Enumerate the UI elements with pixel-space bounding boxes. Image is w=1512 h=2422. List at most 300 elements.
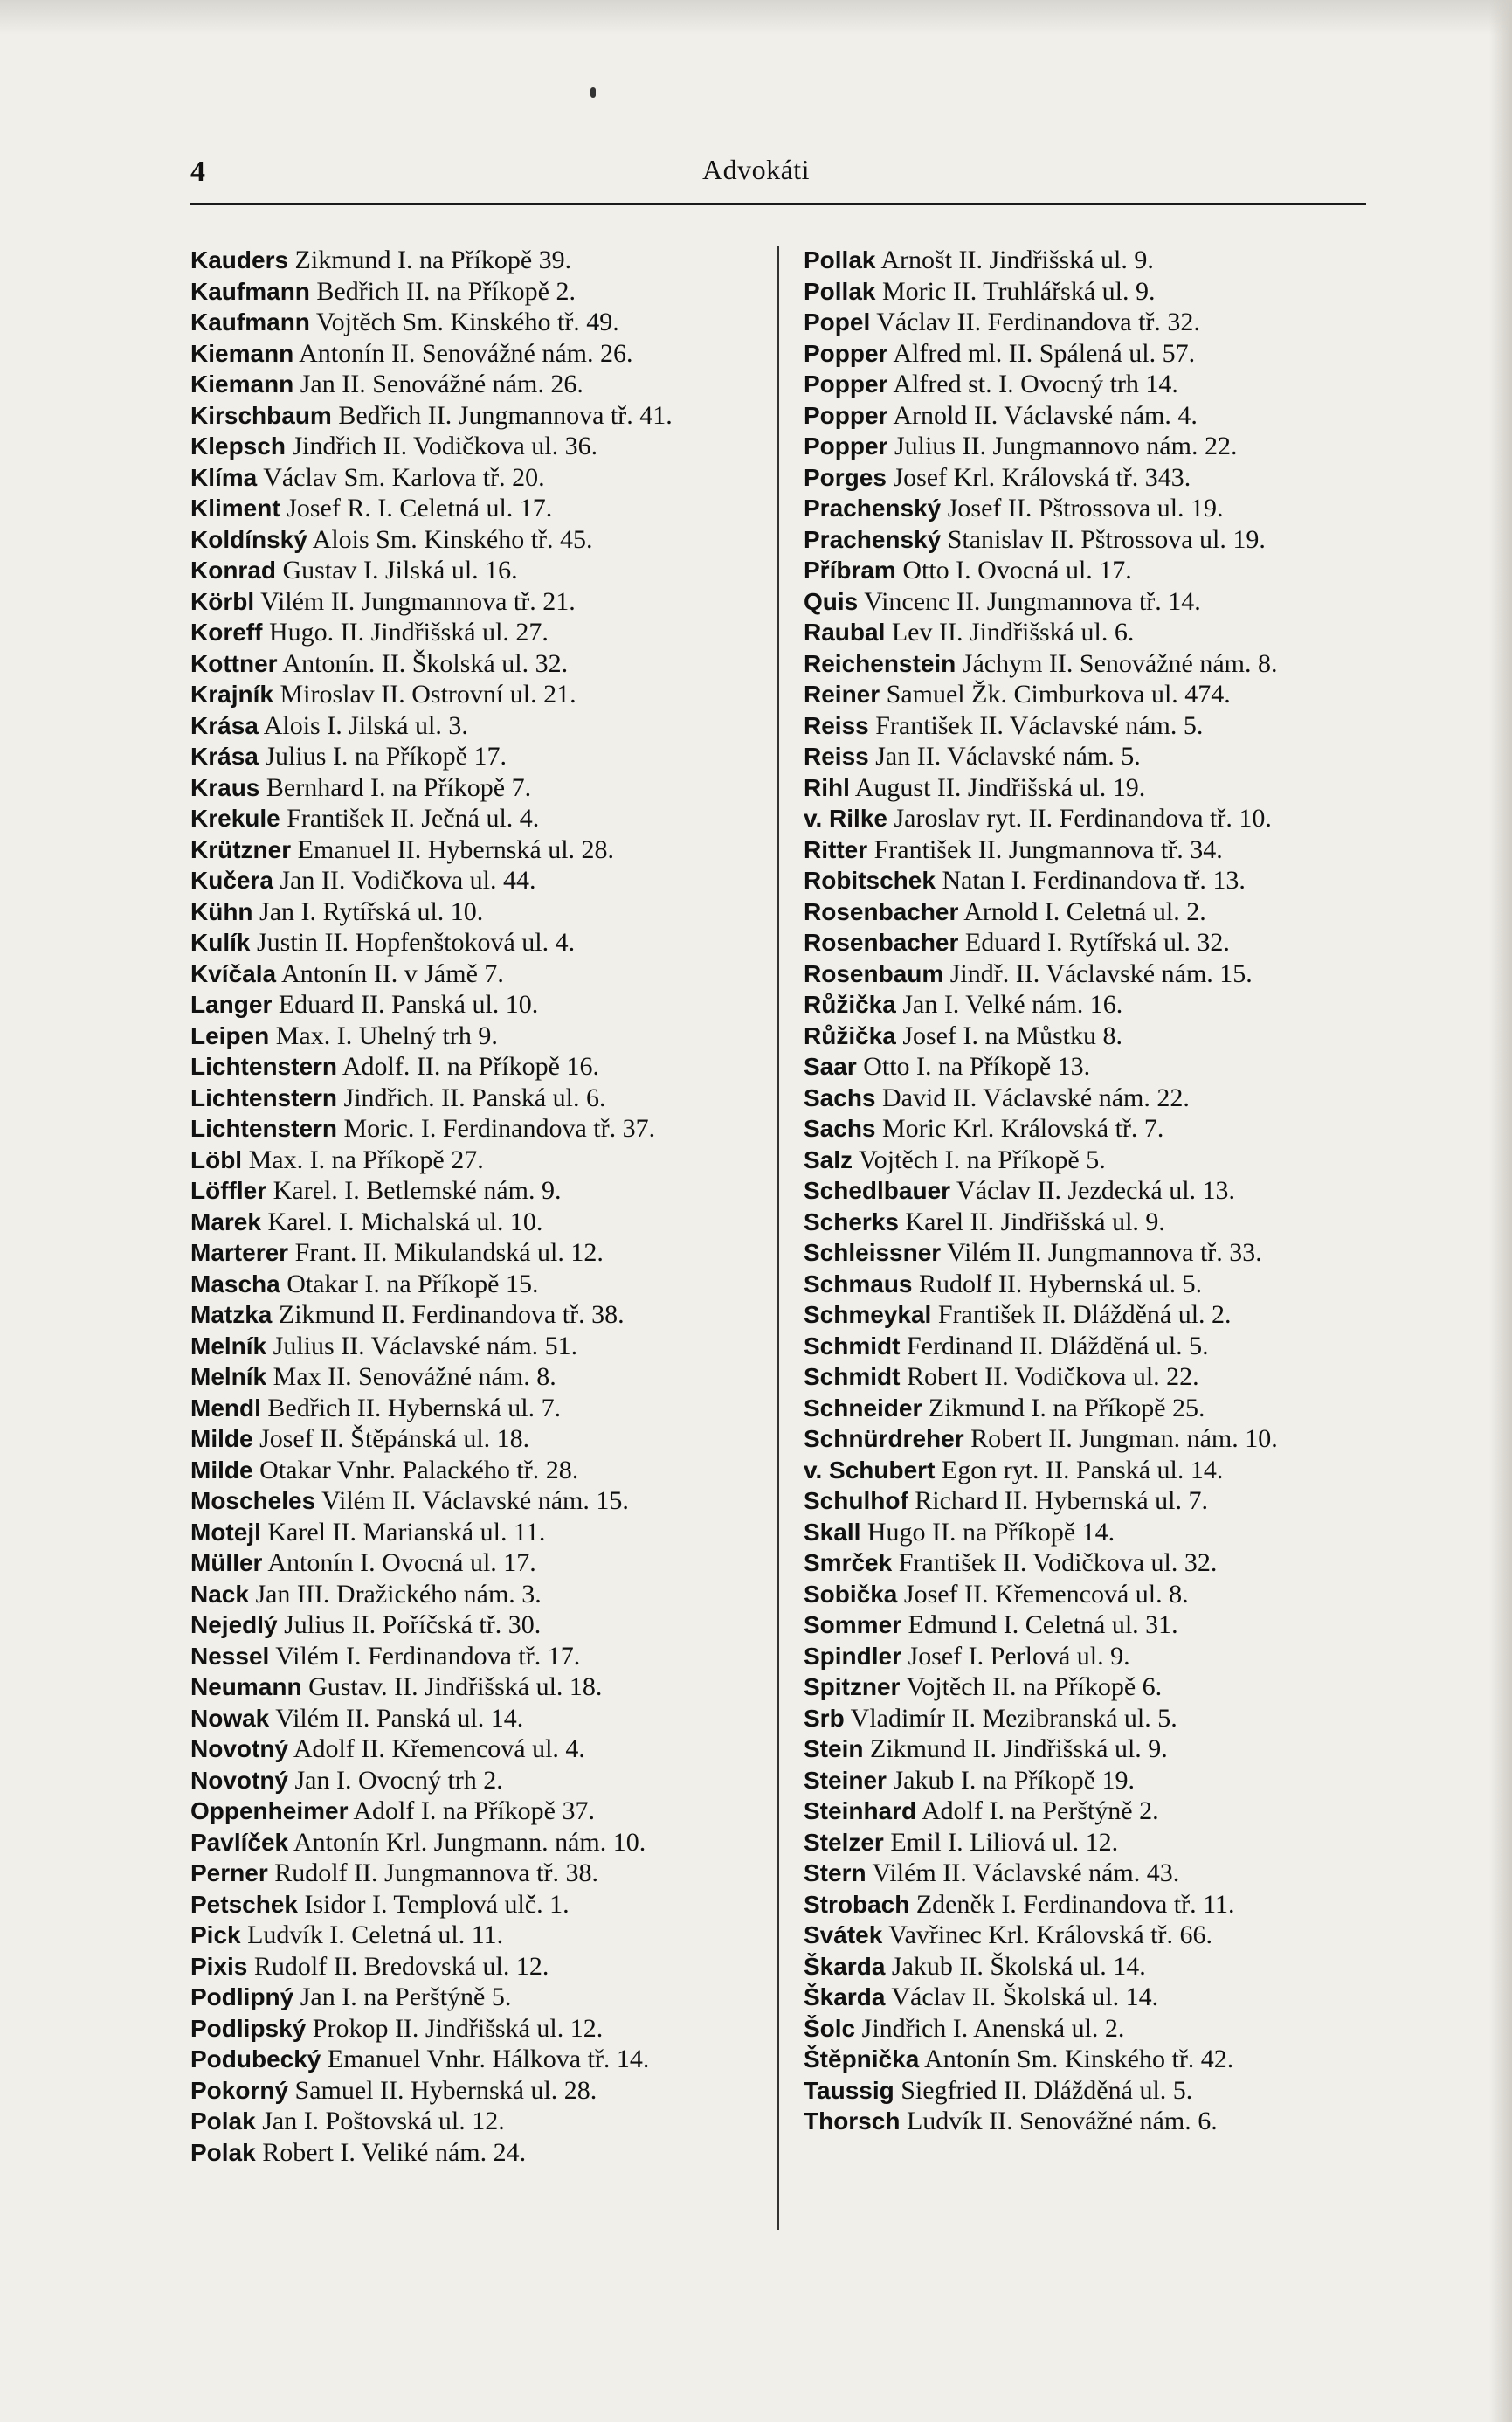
entry-address: Ludvík I. Celetná ul. 11. [247,1920,504,1949]
entry-address: Václav Sm. Karlova tř. 20. [263,462,545,492]
directory-entry [190,1951,784,1983]
directory-entry [804,1455,1398,1486]
ink-speck [590,87,596,98]
directory-entry [804,1920,1398,1951]
entry-name: Reiss [804,711,869,739]
entry-address: Bedřich II. Jungmannova tř. 41. [338,400,673,430]
entry-name: Thorsch [804,2107,901,2135]
directory-entry [804,524,1398,556]
entry-address: August II. Jindřišská ul. 19. [854,772,1146,802]
entry-name: Müller [190,1549,263,1576]
entry-name: Popper [804,432,888,460]
directory-entry [804,1858,1398,1889]
entry-name: Perner [190,1859,268,1886]
entry-name: Nessel [190,1642,270,1670]
entry-address: Robert II. Jungman. nám. 10. [970,1424,1278,1453]
directory-entry [804,2106,1398,2137]
entry-name: Kauders [190,246,289,273]
entry-address: Arnold II. Václavské nám. 4. [893,400,1198,430]
entry-name: Kaufmann [190,308,310,336]
directory-entry [804,1796,1398,1827]
entry-name: Schulhof [804,1487,908,1514]
running-head: Advokáti [701,154,811,185]
entry-name: Melník [190,1363,267,1390]
entry-address: Vincenc II. Jungmannova tř. 14. [864,586,1201,616]
entry-name: Löbl [190,1145,243,1173]
entry-address: Vilém I. Ferdinandova tř. 17. [275,1641,581,1671]
directory-entry [190,1920,784,1951]
directory-entry [190,1733,784,1765]
entry-address: Edmund I. Celetná ul. 31. [908,1610,1178,1639]
directory-entry [190,369,784,400]
entry-name: Mascha [190,1270,280,1298]
entry-address: Adolf II. Křemencová ul. 4. [293,1734,585,1763]
entry-name: Nack [190,1580,249,1608]
entry-name: Taussig [804,2076,894,2104]
entry-name: Kühn [190,897,253,925]
entry-name: Klíma [190,463,258,491]
directory-entry [804,555,1398,586]
entry-name: Krützner [190,835,292,863]
entry-address: Emanuel Vnhr. Hálkova tř. 14. [327,2045,650,2073]
directory-entry [190,1051,784,1083]
entry-address: David II. Václavské nám. 22. [882,1083,1190,1112]
entry-name: Löffler [190,1177,267,1204]
entry-address: Otto I. Ovocná ul. 17. [902,556,1132,585]
entry-name: Růžička [804,991,896,1018]
entry-name: Pixis [190,1952,248,1980]
entry-name: Štěpnička [804,2045,920,2073]
entry-name: Srb [804,1704,845,1732]
entry-name: Raubal [804,619,886,646]
entry-address: Moric Krl. Královská tř. 7. [882,1114,1164,1143]
directory-entry [804,462,1398,494]
entry-name: Schedlbauer [804,1177,951,1204]
entry-name: Novotný [190,1766,288,1794]
directory-entry [190,803,784,834]
entry-name: Schmidt [804,1332,901,1360]
directory-entry [804,1982,1398,2013]
directory-entry [804,1517,1398,1548]
entry-address: Vilém II. Václavské nám. 43. [872,1858,1180,1887]
directory-entry [804,1827,1398,1858]
directory-entry [804,2013,1398,2045]
directory-entry [190,989,784,1021]
entry-address: Josef II. Křemencová ul. 8. [903,1579,1189,1609]
entry-name: Langer [190,991,273,1018]
entry-address: Hugo II. na Příkopě 14. [866,1517,1115,1547]
scan-shadow-right [1489,0,1512,2422]
header-rule [190,203,1366,205]
entry-address: Václav II. Školská ul. 14. [891,1983,1159,2011]
entry-name: Rosenbacher [804,929,959,956]
entry-address: Emil I. Liliová ul. 12. [890,1827,1119,1857]
entry-name: Polak [190,2138,256,2166]
entry-address: Jan II. Senovážné nám. 26. [300,370,583,398]
entry-name: Stein [804,1735,864,1762]
entry-name: Ritter [804,835,868,863]
directory-entry [804,493,1398,524]
entry-address: Josef R. I. Celetná ul. 17. [287,494,553,522]
directory-entry [190,1423,784,1455]
directory-entry [804,679,1398,710]
entry-address: Antonín II. v Jámě 7. [280,958,504,988]
directory-entry [190,865,784,896]
left-column [190,245,784,2168]
directory-entry [190,772,784,804]
directory-entry [190,1579,784,1610]
entry-address: Gustav I. Jilská ul. 16. [282,556,518,585]
entry-name: Quis [804,587,859,615]
entry-name: Koreff [190,619,263,646]
entry-name: Krajník [190,681,273,708]
directory-entry [190,1331,784,1362]
directory-entry [190,1889,784,1920]
entry-address: Jindř. II. Václavské nám. 15. [949,958,1253,988]
directory-entry [190,1299,784,1331]
entry-address: Frant. II. Mikulandská ul. 12. [294,1238,604,1267]
directory-entry [804,1051,1398,1083]
directory-entry [190,1703,784,1734]
entry-name: Prachenský [804,525,942,553]
entry-address: Arnošt II. Jindřišská ul. 9. [880,246,1154,274]
entry-name: Melník [190,1332,267,1360]
column-divider [777,246,779,2230]
directory-entry [804,958,1398,990]
directory-entry [190,1517,784,1548]
entry-name: Podlipský [190,2014,307,2042]
entry-address: Otakar I. na Příkopě 15. [287,1269,539,1298]
entry-address: Josef I. na Můstku 8. [902,1021,1122,1050]
entry-address: Jaroslav ryt. II. Ferdinandova tř. 10. [894,804,1272,833]
entry-name: Kliment [190,495,280,522]
entry-name: Polak [190,2107,256,2135]
directory-entry [190,1485,784,1517]
entry-address: Jan I. Ovocný trh 2. [294,1765,503,1795]
entry-name: Lichtenstern [190,1115,338,1142]
entry-address: Julius II. Poříčská tř. 30. [284,1610,542,1639]
entry-address: Lev II. Jindřišská ul. 6. [891,618,1135,647]
entry-address: Antonín II. Senovážné nám. 26. [299,338,633,368]
entry-address: Zikmund II. Ferdinandova tř. 38. [278,1300,625,1329]
entry-address: Hugo. II. Jindřišská ul. 27. [268,618,549,647]
entry-name: Růžička [804,1021,896,1049]
entry-address: Rudolf II. Jungmannova tř. 38. [274,1858,598,1887]
entry-address: Jan III. Dražického nám. 3. [255,1579,542,1609]
entry-address: Antonín I. Ovocná ul. 17. [267,1548,536,1577]
entry-address: Josef I. Perlová ul. 9. [908,1641,1130,1671]
directory-entry [190,896,784,928]
entry-name: Schneider [804,1394,922,1422]
entry-name: Konrad [190,557,276,584]
entry-address: Jan I. na Perštýně 5. [300,1983,512,2011]
entry-name: Körbl [190,587,255,615]
directory-entry [190,1547,784,1579]
entry-name: v. Schubert [804,1456,936,1484]
scan-shadow-top [0,0,1512,35]
directory-entry [190,1796,784,1827]
directory-entry [804,1299,1398,1331]
entry-address: Zikmund I. na Příkopě 39. [294,246,572,274]
directory-entry [190,1858,784,1889]
directory-entry [190,1083,784,1114]
directory-entry [804,1145,1398,1176]
directory-entry [804,1361,1398,1393]
directory-entry [190,524,784,556]
entry-name: Podlipný [190,1983,294,2010]
entry-name: Pokorný [190,2076,289,2104]
entry-name: Matzka [190,1301,273,1328]
directory-entry [190,834,784,866]
entry-name: Porges [804,463,887,491]
entry-address: Alfred ml. II. Spálená ul. 57. [893,338,1196,368]
right-column [804,245,1398,2137]
directory-entry [190,1393,784,1424]
entry-address: Max. I. na Příkopě 27. [248,1145,484,1174]
directory-entry [804,586,1398,618]
entry-address: František II. Dlážděná ul. 2. [937,1300,1232,1329]
entry-name: Krása [190,711,259,739]
entry-name: Pollak [804,246,876,273]
entry-address: Natan I. Ferdinandova tř. 13. [942,866,1246,895]
entry-name: Smrček [804,1549,893,1576]
directory-entry [190,617,784,648]
directory-entry [804,2075,1398,2107]
directory-entry [190,679,784,710]
directory-entry [804,648,1398,680]
directory-entry [804,1269,1398,1300]
entry-address: Alois Sm. Kinského tř. 45. [312,524,593,554]
directory-entry [804,741,1398,772]
entry-name: Sommer [804,1611,902,1638]
entry-name: Škarda [804,1983,886,2010]
entry-address: Otto I. na Příkopě 13. [863,1052,1091,1081]
entry-address: Samuel II. Hybernská ul. 28. [294,2075,597,2105]
directory-entry [190,1361,784,1393]
directory-entry [190,307,784,338]
entry-address: František II. Jungmannova tř. 34. [873,834,1223,864]
directory-entry [804,369,1398,400]
directory-entry [190,958,784,990]
entry-name: Spitzner [804,1673,901,1700]
directory-entry [190,586,784,618]
entry-name: Šolc [804,2014,856,2042]
entry-address: Alfred st. I. Ovocný trh 14. [893,370,1178,398]
entry-name: Milde [190,1425,253,1452]
entry-name: Kučera [190,867,273,894]
directory-entry [190,431,784,462]
entry-address: Max II. Senovážné nám. 8. [273,1362,556,1391]
entry-address: Josef II. Pštrossova ul. 19. [947,494,1224,522]
directory-entry [190,648,784,680]
directory-entry [804,2044,1398,2075]
directory-entry [804,1423,1398,1455]
entry-address: Samuel Žk. Cimburkova ul. 474. [886,680,1231,709]
directory-entry [804,1175,1398,1207]
entry-name: Saar [804,1053,857,1080]
entry-name: Schmidt [804,1363,901,1390]
entry-name: Stern [804,1859,866,1886]
entry-address: Zikmund II. Jindřišská ul. 9. [869,1734,1168,1763]
directory-entry [804,989,1398,1021]
entry-name: Schleissner [804,1239,942,1266]
directory-entry [190,2075,784,2107]
directory-entry [804,772,1398,804]
directory-entry [804,1579,1398,1610]
entry-name: Pick [190,1921,241,1948]
entry-name: Motejl [190,1518,261,1546]
directory-entry [804,1765,1398,1796]
entry-address: Ludvík II. Senovážné nám. 6. [906,2107,1218,2135]
directory-entry [190,1113,784,1145]
directory-entry [190,2044,784,2075]
entry-name: Mendl [190,1394,261,1422]
entry-address: Jindřich. II. Panská ul. 6. [343,1083,606,1112]
entry-address: Ferdinand II. Dlážděná ul. 5. [906,1331,1209,1360]
directory-entry [190,1207,784,1238]
entry-name: Salz [804,1145,853,1173]
directory-entry [190,276,784,308]
entry-address: Karel II. Jindřišská ul. 9. [905,1207,1165,1236]
entry-address: Jindřich II. Vodičkova ul. 36. [292,432,598,460]
directory-entry [804,400,1398,432]
directory-entry [804,1547,1398,1579]
directory-entry [190,1641,784,1672]
entry-name: Kraus [190,773,260,801]
entry-name: Sachs [804,1115,876,1142]
entry-name: Moscheles [190,1487,316,1514]
entry-name: Marek [190,1208,261,1235]
entry-address: Adolf. II. na Příkopě 16. [342,1052,600,1081]
entry-address: Richard II. Hybernská ul. 7. [915,1486,1209,1515]
directory-entry [190,1827,784,1858]
entry-name: Steinhard [804,1797,917,1824]
directory-entry [190,2013,784,2045]
entry-address: František II. Ječná ul. 4. [287,804,540,833]
entry-address: Jáchym II. Senovážné nám. 8. [962,648,1278,678]
entry-address: Emanuel II. Hybernská ul. 28. [297,834,615,864]
directory-entry [804,1889,1398,1920]
entry-name: Klepsch [190,432,286,460]
entry-name: Nowak [190,1704,270,1732]
entry-address: Moric II. Truhlářská ul. 9. [881,276,1156,306]
entry-address: Jan II. Václavské nám. 5. [875,742,1141,771]
directory-entry [190,1765,784,1796]
entry-address: Max. I. Uhelný trh 9. [275,1021,498,1050]
entry-name: Reiner [804,681,880,708]
entry-address: Jan II. Vodičkova ul. 44. [280,866,536,895]
entry-address: Václav II. Ferdinandova tř. 32. [876,308,1200,336]
directory-entry [190,555,784,586]
entry-name: Kottner [190,649,278,677]
entry-name: Schnürdreher [804,1425,964,1452]
entry-name: Scherks [804,1208,899,1235]
entry-name: Kvíčala [190,959,277,987]
entry-name: Schmeykal [804,1301,932,1328]
entry-address: Eduard II. Panská ul. 10. [278,990,539,1019]
directory-entry [804,245,1398,276]
directory-entry [804,896,1398,928]
directory-entry [804,1671,1398,1703]
directory-entry [804,1207,1398,1238]
entry-address: Robert II. Vodičkova ul. 22. [906,1362,1199,1391]
entry-name: Petschek [190,1890,298,1918]
entry-name: Příbram [804,557,896,584]
entry-name: Prachenský [804,495,942,522]
entry-name: Lichtenstern [190,1053,338,1080]
entry-address: Egon ryt. II. Panská ul. 14. [941,1455,1224,1484]
entry-address: Miroslav II. Ostrovní ul. 21. [280,680,576,709]
entry-name: Škarda [804,1952,886,1980]
entry-address: Arnold I. Celetná ul. 2. [963,896,1206,926]
entry-address: Robert I. Veliké nám. 24. [262,2137,527,2167]
entry-address: Vilém II. Jungmannova tř. 33. [947,1238,1262,1267]
directory-entry [190,1237,784,1269]
entry-name: Kulík [190,929,251,956]
directory-entry [190,400,784,432]
entry-address: Vavřinec Krl. Královská tř. 66. [888,1920,1212,1949]
entry-name: Popper [804,370,888,398]
entry-name: Kiemann [190,339,294,367]
directory-entry [804,927,1398,958]
entry-address: Antonín Krl. Jungmann. nám. 10. [293,1827,646,1857]
entry-address: Adolf I. na Perštýně 2. [922,1796,1159,1825]
directory-entry [804,1609,1398,1641]
entry-name: Robitschek [804,867,936,894]
entry-name: Reichenstein [804,649,956,677]
entry-address: Prokop II. Jindřišská ul. 12. [312,2013,604,2043]
directory-entry [190,1671,784,1703]
directory-entry [804,1113,1398,1145]
entry-address: Jan I. Poštovská ul. 12. [262,2107,505,2135]
directory-entry [190,741,784,772]
entry-name: Leipen [190,1021,270,1049]
entry-address: Vojtěch I. na Příkopě 5. [859,1145,1106,1174]
entry-address: František II. Václavské nám. 5. [875,710,1204,740]
directory-entry [804,617,1398,648]
directory-entry [190,462,784,494]
entry-address: Bedřich II. na Příkopě 2. [316,276,576,306]
entry-name: Pollak [804,277,876,305]
entry-address: Karel II. Marianská ul. 11. [267,1517,546,1547]
directory-entry [190,710,784,742]
entry-address: Jakub II. Školská ul. 14. [891,1951,1146,1981]
entry-address: Václav II. Jezdecká ul. 13. [956,1176,1236,1205]
entry-name: Podubecký [190,2045,321,2073]
entry-address: Adolf I. na Příkopě 37. [353,1796,595,1825]
directory-entry [804,803,1398,834]
entry-name: Pavlíček [190,1828,289,1856]
entry-name: Popper [804,339,888,367]
entry-address: Vladimír II. Mezibranská ul. 5. [850,1703,1177,1733]
entry-address: Alois I. Jilská ul. 3. [263,710,468,740]
entry-name: Oppenheimer [190,1797,349,1824]
entry-name: Sobička [804,1580,898,1608]
entry-address: Moric. I. Ferdinandova tř. 37. [343,1114,656,1143]
directory-entry [190,493,784,524]
directory-entry [804,865,1398,896]
directory-entry [190,2106,784,2137]
entry-address: Julius II. Václavské nám. 51. [273,1331,578,1360]
entry-name: Lichtenstern [190,1083,338,1111]
entry-address: Karel. I. Betlemské nám. 9. [273,1176,562,1205]
directory-entry [190,338,784,370]
entry-address: Stanislav II. Pštrossova ul. 19. [947,524,1266,554]
entry-address: Bernhard I. na Příkopě 7. [266,772,532,802]
entry-address: Karel. I. Michalská ul. 10. [267,1207,543,1236]
directory-entry [190,1982,784,2013]
entry-address: Zdeněk I. Ferdinandova tř. 11. [915,1889,1235,1919]
